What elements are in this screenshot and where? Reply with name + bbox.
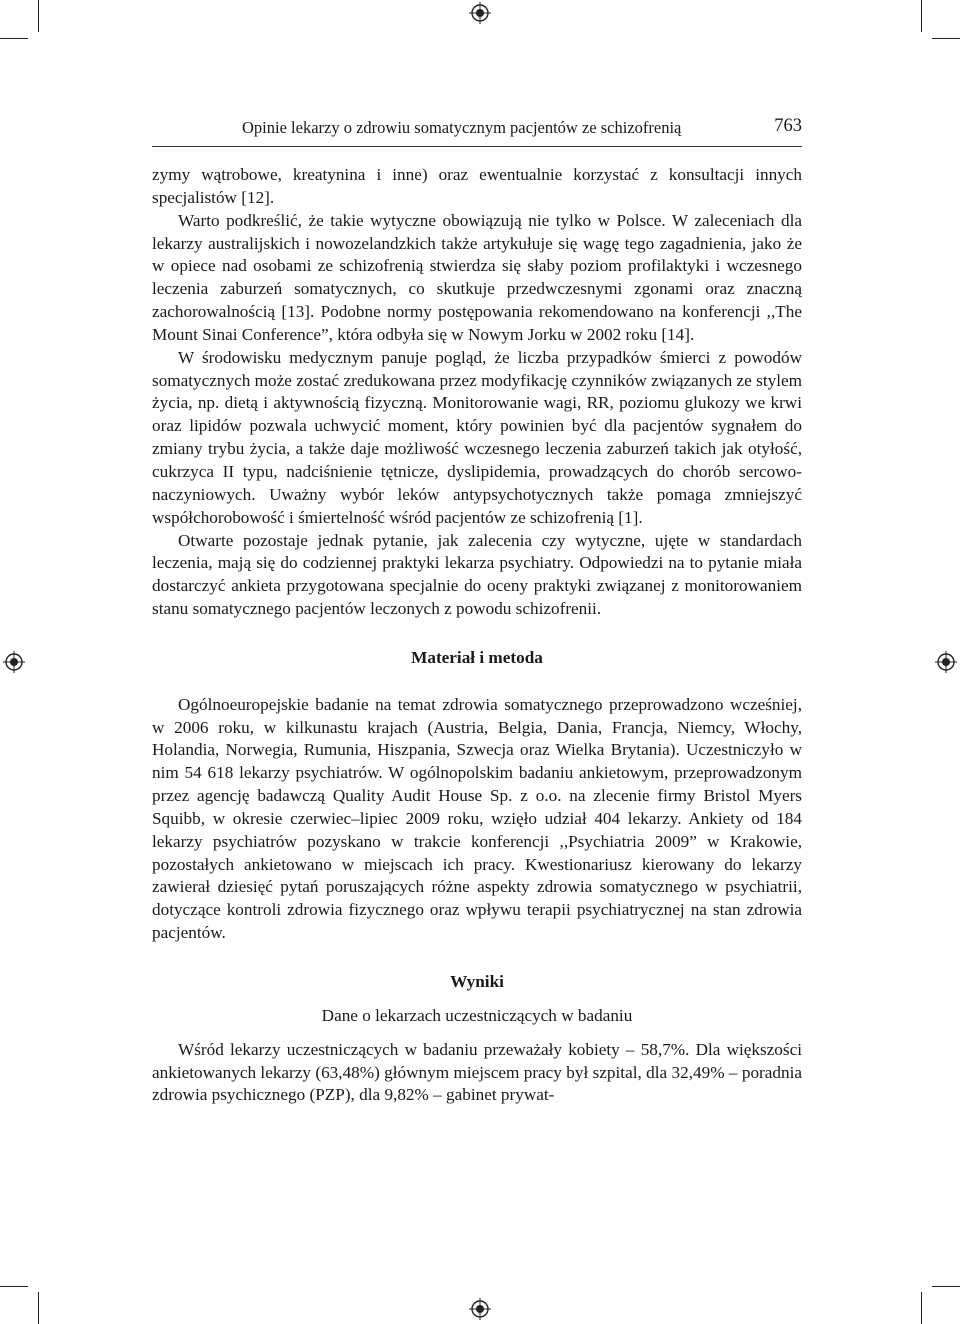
paragraph-continuation: zymy wątrobowe, kreatynina i inne) oraz ewentualnie korzystać z konsultacji innych specjalistów [12].	[152, 165, 802, 207]
crosshair-register-mark-icon	[469, 1298, 491, 1320]
running-header	[152, 116, 802, 138]
paragraph: Warto podkreślić, że takie wytyczne obowiązują nie tylko w Polsce. W zaleceniach dla lekarzy australijskich i nowozelandzkich także artykułuje się wagę tego zagadnienia, jako że w opiece nad osobami ze schizofrenią stwierdza się słaby poziom profilaktyki i wczesnego leczenia zaburzeń somatycznych, co skutkuje przedwczesnymi zgonami oraz znaczną zachorowalnością [13]. Podobne normy postępowania rekomendowano na konferencji ,,The Mount Sinai Conference”, która odbyła się w Nowym Jorku w 2002 roku [14].	[152, 210, 802, 344]
paragraph: W środowisku medycznym panuje pogląd, że liczba przypadków śmierci z powodów somatycznych może zostać zredukowana przez modyfikację czynników związanych ze stylem życia, np. dietą i aktywnością fizyczną. Monitorowanie wagi, RR, poziomu glukozy we krwi oraz lipidów pozwala uchwycić moment, który powinien być dla pacjentów sygnałem do zmiany trybu życia, a także daje możliwość wczesnego leczenia zaburzeń takich jak otyłość, cukrzyca II typu, nadciśnienie tętnicze, dyslipidemia, prowadzących do chorób sercowo-naczyniowych. Uważny wybór leków antypsychotycznych także pomaga zmniejszyć współchorobowość i śmiertelność wśród pacjentów ze schizofrenią [1].	[152, 347, 802, 527]
crop-mark-bottom-right	[921, 1292, 922, 1324]
running-title: Opinie lekarzy o zdrowiu somatycznym pacjentów ze schizofrenią	[242, 118, 682, 137]
crop-mark-top-left	[38, 0, 39, 32]
paragraph: Ogólnoeuropejskie badanie na temat zdrowia somatycznego przeprowadzono wcześniej, w 2006 roku, w kilkunastu krajach (Austria, Belgia, Dania, Francja, Niemcy, Włochy, Holandia, Norwegia, Rumunia, Hiszpania, Szwecja oraz Wielka Brytania). Uczestniczyło w nim 54 618 lekarzy psychiatrów. W ogólnopolskim badaniu ankietowym, przeprowadzonym przez agencję badawczą Quality Audit House Sp. z o.o. na zlecenie firmy Bristol Myers Squibb, w okresie czerwiec–lipiec 2009 roku, wzięło udział 404 lekarzy. Ankiety od 184 lekarzy psychiatrów pozyskano w trakcie konferencji ,,Psychiatria 2009” w Krakowie, pozostałych ankietowano w miejscach ich pracy. Kwestionariusz kierowany do lekarzy zawierał dziesięć pytań poruszających różne aspekty zdrowia somatycznego w psychiatrii, dotyczące kontroli zdrowia fizycznego oraz wpływu terapii psychiatrycznej na stan zdrowia pacjentów.	[152, 694, 802, 943]
crosshair-register-mark-icon	[3, 651, 25, 673]
crop-mark-bottom-right-horizontal	[932, 1286, 960, 1287]
crop-mark-top-right	[921, 0, 922, 32]
crosshair-register-mark-icon	[935, 651, 957, 673]
crop-mark-bottom-left-horizontal	[0, 1286, 28, 1287]
paragraph: Otwarte pozostaje jednak pytanie, jak zalecenia czy wytyczne, ujęte w standardach leczenia, mają się do codziennej praktyki lekarza psychiatry. Odpowiedzi na to pytanie miała dostarczyć ankieta przygotowana specjalnie do oceny praktyki związanej z monitorowaniem stanu somatycznego pacjentów leczonych z powodu schizofrenii.	[152, 530, 802, 619]
crop-mark-top-left-horizontal	[0, 38, 28, 39]
crosshair-register-mark-icon	[469, 2, 491, 24]
crop-mark-top-right-horizontal	[932, 38, 960, 39]
section-heading-methods: Materiał i metoda	[411, 647, 543, 667]
subsection-heading: Dane o lekarzach uczestniczących w badaniu	[321, 1005, 633, 1025]
header-rule	[152, 146, 802, 147]
section-heading-results: Wyniki	[450, 972, 504, 991]
paragraph: Wśród lekarzy uczestniczących w badaniu przeważały kobiety – 58,7%. Dla większości ankietowanych lekarzy (63,48%) głównym miejscem pracy był szpital, dla 32,49% – poradnia zdrowia psychicznego (PZP), dla 9,82% – gabinet prywat-	[152, 1039, 802, 1105]
crop-mark-bottom-left	[38, 1292, 39, 1324]
page-number: 763	[774, 116, 802, 136]
article-body	[152, 164, 802, 1107]
